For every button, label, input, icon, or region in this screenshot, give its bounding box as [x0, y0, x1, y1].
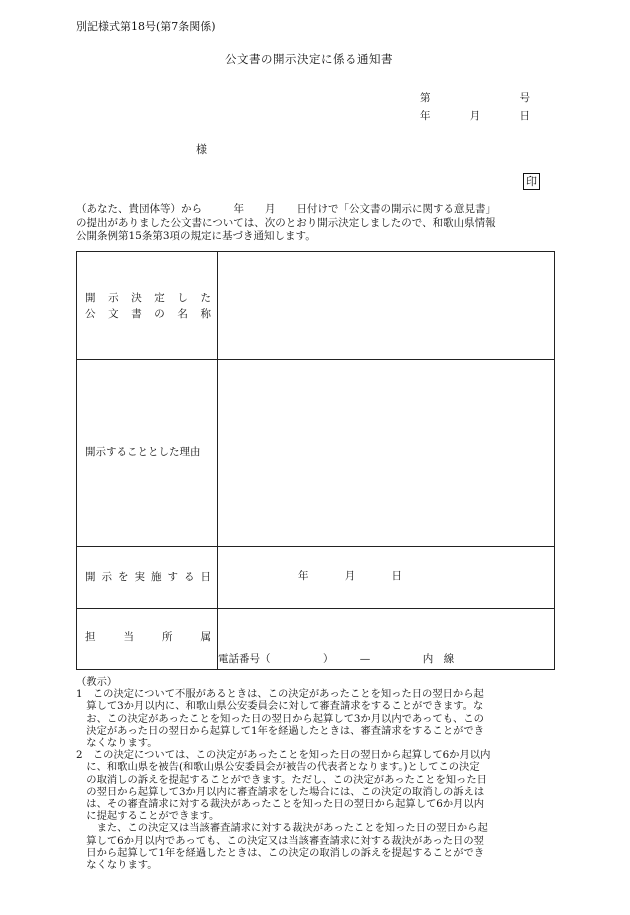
- field-responsible-office[interactable]: [218, 609, 554, 670]
- intro-line: 公開条例第15条第3項の規定に基づき通知します。: [76, 230, 316, 242]
- label-responsible-office: [77, 609, 218, 670]
- issue-day: 日: [519, 110, 530, 122]
- label-char: す: [167, 571, 178, 583]
- label-char: の: [154, 308, 165, 320]
- label-document-name: [77, 252, 218, 359]
- notes-line: 決定があった日の翌日から起算して1年を経過したときは、審査請求をすることができ: [76, 724, 485, 737]
- label-char: る: [184, 571, 195, 583]
- label-char: 文: [108, 308, 119, 320]
- row-implementation-date: [77, 547, 554, 609]
- notes-line: 算して6か月以内であっても、この決定又は当該審査請求に対する裁決があった日の翌: [76, 834, 484, 847]
- row-responsible-office: [77, 609, 554, 670]
- notes-line: 日から起算して1年を経過したときは、この決定の取消しの訴えを提起することができ: [76, 846, 485, 859]
- label-char: 所: [162, 631, 173, 643]
- label-char: 決: [131, 292, 142, 304]
- date-day: 日: [391, 570, 402, 582]
- label-char: 施: [151, 571, 162, 583]
- label-text: 開示することとした理由: [85, 446, 201, 458]
- phone-extension: 電話番号（ ） — 内 線: [218, 653, 455, 665]
- label-char: 当: [123, 631, 134, 643]
- label-line: [85, 571, 211, 585]
- label-char: 実: [134, 571, 145, 583]
- number-prefix: 第: [420, 92, 431, 104]
- intro-line: の提出がありました公文書については、次のとおり開示決定しましたので、和歌山県情報: [76, 216, 496, 229]
- label-char: 担: [85, 631, 96, 643]
- notes-line: の翌日から起算して3か月以内に審査請求をした場合には、この決定の取消しの訴えは: [76, 785, 485, 798]
- notes-line: 2 この決定については、この決定があったことを知った日の翌日から起算して6か月以内: [76, 749, 491, 762]
- label-line: [85, 631, 211, 645]
- implementation-date-value: [298, 570, 402, 584]
- label-char: 称: [200, 308, 211, 320]
- document-title: 公文書の開示決定に係る通知書: [225, 52, 393, 66]
- number-suffix: 号: [519, 92, 530, 104]
- recipient-honorific: 様: [196, 143, 207, 156]
- seal-mark: 印: [523, 173, 540, 190]
- label-char: 定: [154, 292, 165, 304]
- notes-line: は、その審査請求に対する裁決があったことを知った日の翌日から起算して6か月以内: [76, 798, 485, 811]
- label-char: 名: [177, 308, 188, 320]
- label-char: た: [200, 292, 211, 304]
- label-char: 書: [131, 308, 142, 320]
- notes-line: に、和歌山県を被告(和歌山県公安委員会が被告の代表者となります。)としてこの決定: [76, 761, 480, 774]
- intro-line: （あなた、貴団体等）から 年 月 日付けで「公文書の開示に関する意見書」: [76, 203, 496, 215]
- row-disclosure-reason: [77, 360, 554, 547]
- notes-line: お、この決定があったことを知った日の翌日から起算して3か月以内であっても、この: [76, 712, 484, 725]
- label-char: 示: [101, 571, 112, 583]
- issue-year: 年: [420, 110, 431, 122]
- label-char: 属: [200, 631, 211, 643]
- field-disclosure-reason[interactable]: [218, 360, 554, 546]
- field-document-name[interactable]: [218, 252, 554, 359]
- label-char: 公: [85, 308, 96, 320]
- date-year: 年: [298, 570, 309, 582]
- notes-line: なくなります。: [76, 737, 158, 750]
- document-number: [420, 92, 530, 106]
- notes-line: なくなります。: [76, 859, 158, 872]
- notes-line: の取消しの訴えを提起することができます。ただし、この決定があったことを知った日: [76, 773, 487, 786]
- label-implementation-date: [77, 547, 218, 608]
- date-month: 月: [344, 570, 356, 582]
- label-line: [85, 292, 211, 306]
- row-document-name: [77, 252, 554, 360]
- issue-month: 月: [469, 110, 481, 122]
- form-number: 別記様式第18号(第7条関係): [76, 20, 216, 33]
- notes-line: また、この決定又は当該審査請求に対する裁決があったことを知った日の翌日から起: [76, 822, 488, 835]
- field-implementation-date[interactable]: [218, 547, 554, 608]
- label-char: 開: [85, 292, 96, 304]
- issue-date: [420, 110, 530, 124]
- label-disclosure-reason: [77, 360, 218, 546]
- disclosure-table: [76, 251, 555, 670]
- notes-line: 1 この決定について不服があるときは、この決定があったことを知った日の翌日から起: [76, 688, 484, 701]
- label-char: し: [177, 292, 188, 304]
- notes-line: に提起することができます。: [76, 810, 220, 823]
- notes-heading: （教示）: [76, 676, 118, 688]
- label-char: 開: [85, 571, 96, 583]
- label-char: を: [118, 571, 129, 583]
- intro-paragraph: [76, 203, 558, 244]
- notes-line: 算して3か月以内に、和歌山県公安委員会に対して審査請求をすることができます。な: [76, 700, 484, 713]
- label-char: 示: [108, 292, 119, 304]
- appeal-instructions: [76, 676, 560, 871]
- label-char: 日: [200, 571, 211, 583]
- label-line: [85, 308, 211, 322]
